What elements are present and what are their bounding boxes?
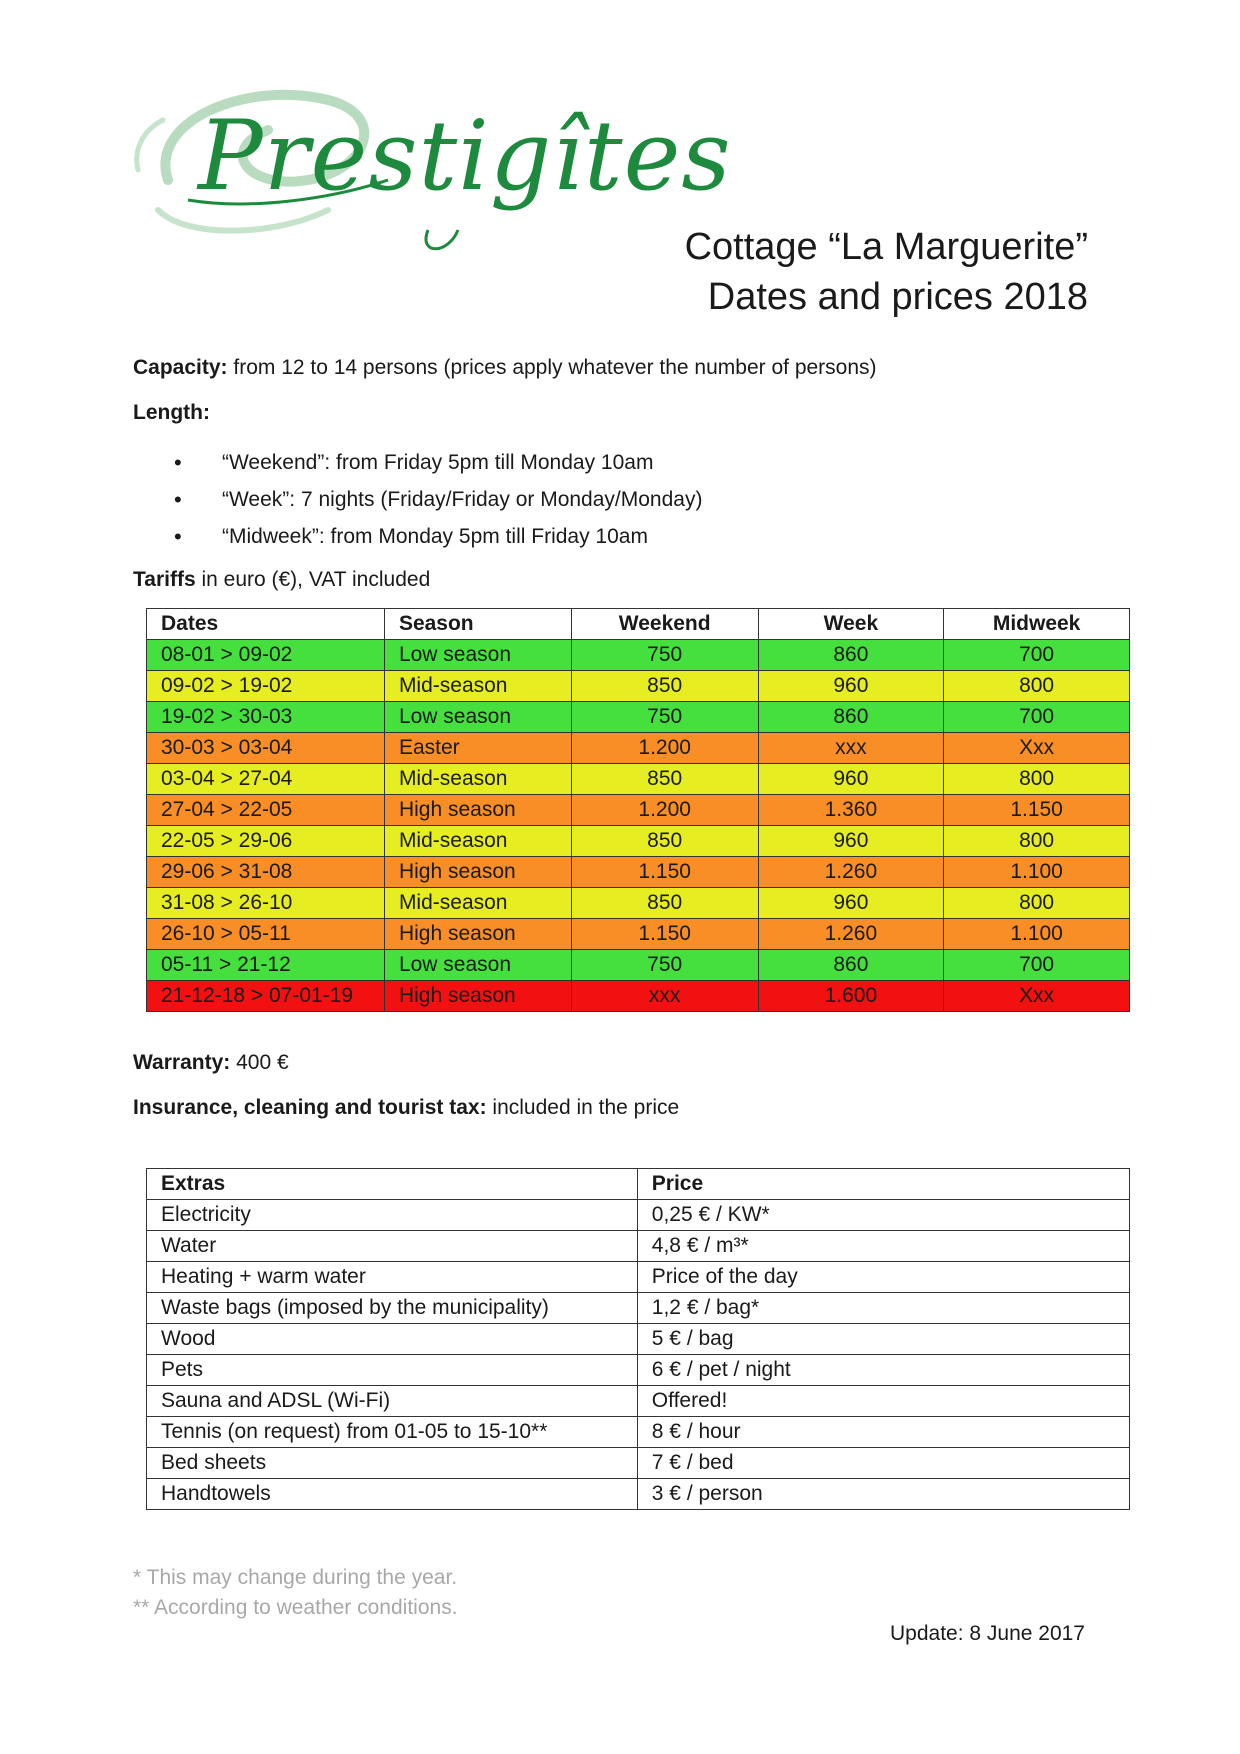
cell-midweek: 700: [944, 702, 1130, 733]
cell-extra: Bed sheets: [147, 1448, 638, 1479]
cell-extra: Handtowels: [147, 1479, 638, 1510]
capacity-line: [133, 356, 877, 380]
cell-season: Low season: [384, 950, 571, 981]
list-item: [190, 522, 702, 559]
cell-midweek: 800: [944, 888, 1130, 919]
warranty-text: 400 €: [230, 1051, 289, 1074]
logo-wordmark: Prestigîtes: [198, 100, 732, 212]
update-date: Update: 8 June 2017: [890, 1622, 1085, 1645]
cell-week: xxx: [758, 733, 944, 764]
table-row: [147, 1448, 1130, 1479]
cell-season: Easter: [384, 733, 571, 764]
cell-midweek: 800: [944, 764, 1130, 795]
tariffs-text: in euro (€), VAT included: [195, 568, 431, 591]
cell-dates: 31-08 > 26-10: [147, 888, 385, 919]
title-line-2: Dates and prices 2018: [707, 276, 1088, 318]
document-title: [685, 222, 1088, 322]
table-row: [147, 1479, 1130, 1510]
cell-price: 6 € / pet / night: [637, 1355, 1129, 1386]
cell-week: 860: [758, 640, 944, 671]
cell-price: Offered!: [637, 1386, 1129, 1417]
cell-midweek: 1.150: [944, 795, 1130, 826]
capacity-text: from 12 to 14 persons (prices apply whatever the number of persons): [227, 356, 877, 379]
cell-weekend: 1.200: [571, 733, 758, 764]
table-row: [147, 1231, 1130, 1262]
cell-dates: 08-01 > 09-02: [147, 640, 385, 671]
list-item-text: “Midweek”: from Monday 5pm till Friday 10am: [222, 525, 648, 548]
list-item: [190, 448, 702, 485]
length-label: [133, 401, 210, 425]
cell-weekend: 1.150: [571, 857, 758, 888]
cell-weekend: 850: [571, 764, 758, 795]
table-row: [147, 1355, 1130, 1386]
cell-season: High season: [384, 981, 571, 1012]
list-item-text: “Weekend”: from Friday 5pm till Monday 10am: [222, 451, 654, 474]
cell-week: 860: [758, 702, 944, 733]
list-item-text: “Week”: 7 nights (Friday/Friday or Monday/Monday): [222, 488, 703, 511]
title-line-1: Cottage “La Marguerite”: [684, 226, 1088, 268]
header-midweek: Midweek: [944, 609, 1130, 640]
cell-season: Low season: [384, 702, 571, 733]
cell-extra: Electricity: [147, 1200, 638, 1231]
table-row: [147, 733, 1130, 764]
cell-midweek: Xxx: [944, 733, 1130, 764]
table-row: [147, 857, 1130, 888]
tariffs-label: Tariffs: [133, 568, 196, 591]
cell-price: Price of the day: [637, 1262, 1129, 1293]
footnote-1: * This may change during the year.: [133, 1566, 458, 1589]
cell-midweek: 700: [944, 950, 1130, 981]
cell-midweek: 700: [944, 640, 1130, 671]
cell-week: 1.600: [758, 981, 944, 1012]
cell-extra: Pets: [147, 1355, 638, 1386]
cell-weekend: 1.150: [571, 919, 758, 950]
insurance-text: included in the price: [486, 1096, 680, 1119]
cell-week: 1.260: [758, 857, 944, 888]
table-row: [147, 640, 1130, 671]
table-row: [147, 888, 1130, 919]
cell-price: 1,2 € / bag*: [637, 1293, 1129, 1324]
table-row: [147, 671, 1130, 702]
table-row: [147, 981, 1130, 1012]
insurance-line: [133, 1096, 679, 1120]
cell-season: Mid-season: [384, 764, 571, 795]
cell-dates: 21-12-18 > 07-01-19: [147, 981, 385, 1012]
cell-season: High season: [384, 919, 571, 950]
length-list: [190, 448, 702, 559]
cell-dates: 03-04 > 27-04: [147, 764, 385, 795]
cell-weekend: 750: [571, 702, 758, 733]
cell-week: 960: [758, 764, 944, 795]
tariffs-table: [146, 608, 1130, 1012]
cell-week: 1.360: [758, 795, 944, 826]
header-week: Week: [758, 609, 944, 640]
cell-weekend: 750: [571, 950, 758, 981]
cell-price: 7 € / bed: [637, 1448, 1129, 1479]
warranty-label: Warranty:: [133, 1051, 231, 1074]
warranty-line: [133, 1051, 289, 1075]
table-row: [147, 1200, 1130, 1231]
cell-midweek: 1.100: [944, 919, 1130, 950]
header-season: Season: [384, 609, 571, 640]
cell-price: 5 € / bag: [637, 1324, 1129, 1355]
cell-dates: 30-03 > 03-04: [147, 733, 385, 764]
insurance-label: Insurance, cleaning and tourist tax:: [133, 1096, 487, 1119]
table-header-row: [147, 1169, 1130, 1200]
table-row: [147, 764, 1130, 795]
cell-season: Mid-season: [384, 671, 571, 702]
cell-week: 960: [758, 826, 944, 857]
length-label-text: Length:: [133, 401, 210, 424]
cell-price: 4,8 € / m³*: [637, 1231, 1129, 1262]
cell-dates: 09-02 > 19-02: [147, 671, 385, 702]
cell-weekend: xxx: [571, 981, 758, 1012]
table-row: [147, 795, 1130, 826]
capacity-label: Capacity:: [133, 356, 228, 379]
table-row: [147, 1262, 1130, 1293]
header-weekend: Weekend: [571, 609, 758, 640]
cell-price: 0,25 € / KW*: [637, 1200, 1129, 1231]
cell-extra: Sauna and ADSL (Wi-Fi): [147, 1386, 638, 1417]
cell-week: 1.260: [758, 919, 944, 950]
cell-season: Mid-season: [384, 826, 571, 857]
table-header-row: [147, 609, 1130, 640]
tariffs-line: [133, 568, 430, 592]
cell-week: 960: [758, 671, 944, 702]
cell-season: Low season: [384, 640, 571, 671]
cell-midweek: 1.100: [944, 857, 1130, 888]
cell-extra: Waste bags (imposed by the municipality): [147, 1293, 638, 1324]
footnote-2: ** According to weather conditions.: [133, 1596, 458, 1619]
cell-weekend: 750: [571, 640, 758, 671]
cell-season: High season: [384, 857, 571, 888]
cell-extra: Wood: [147, 1324, 638, 1355]
cell-extra: Water: [147, 1231, 638, 1262]
table-row: [147, 1386, 1130, 1417]
cell-dates: 29-06 > 31-08: [147, 857, 385, 888]
cell-extra: Heating + warm water: [147, 1262, 638, 1293]
cell-weekend: 1.200: [571, 795, 758, 826]
table-row: [147, 1417, 1130, 1448]
cell-dates: 22-05 > 29-06: [147, 826, 385, 857]
cell-dates: 19-02 > 30-03: [147, 702, 385, 733]
table-row: [147, 826, 1130, 857]
cell-dates: 26-10 > 05-11: [147, 919, 385, 950]
cell-season: High season: [384, 795, 571, 826]
table-row: [147, 919, 1130, 950]
cell-midweek: 800: [944, 826, 1130, 857]
header-extras: Extras: [147, 1169, 638, 1200]
cell-price: 3 € / person: [637, 1479, 1129, 1510]
table-row: [147, 702, 1130, 733]
list-item: [190, 485, 702, 522]
header-price: Price: [637, 1169, 1129, 1200]
cell-midweek: Xxx: [944, 981, 1130, 1012]
cell-dates: 27-04 > 22-05: [147, 795, 385, 826]
cell-dates: 05-11 > 21-12: [147, 950, 385, 981]
table-row: [147, 1293, 1130, 1324]
cell-extra: Tennis (on request) from 01-05 to 15-10**: [147, 1417, 638, 1448]
cell-price: 8 € / hour: [637, 1417, 1129, 1448]
prestigites-logo: [128, 60, 732, 260]
cell-midweek: 800: [944, 671, 1130, 702]
cell-season: Mid-season: [384, 888, 571, 919]
cell-weekend: 850: [571, 888, 758, 919]
cell-week: 860: [758, 950, 944, 981]
header-dates: Dates: [147, 609, 385, 640]
table-row: [147, 950, 1130, 981]
cell-weekend: 850: [571, 671, 758, 702]
cell-weekend: 850: [571, 826, 758, 857]
table-row: [147, 1324, 1130, 1355]
cell-week: 960: [758, 888, 944, 919]
extras-table: [146, 1168, 1130, 1510]
